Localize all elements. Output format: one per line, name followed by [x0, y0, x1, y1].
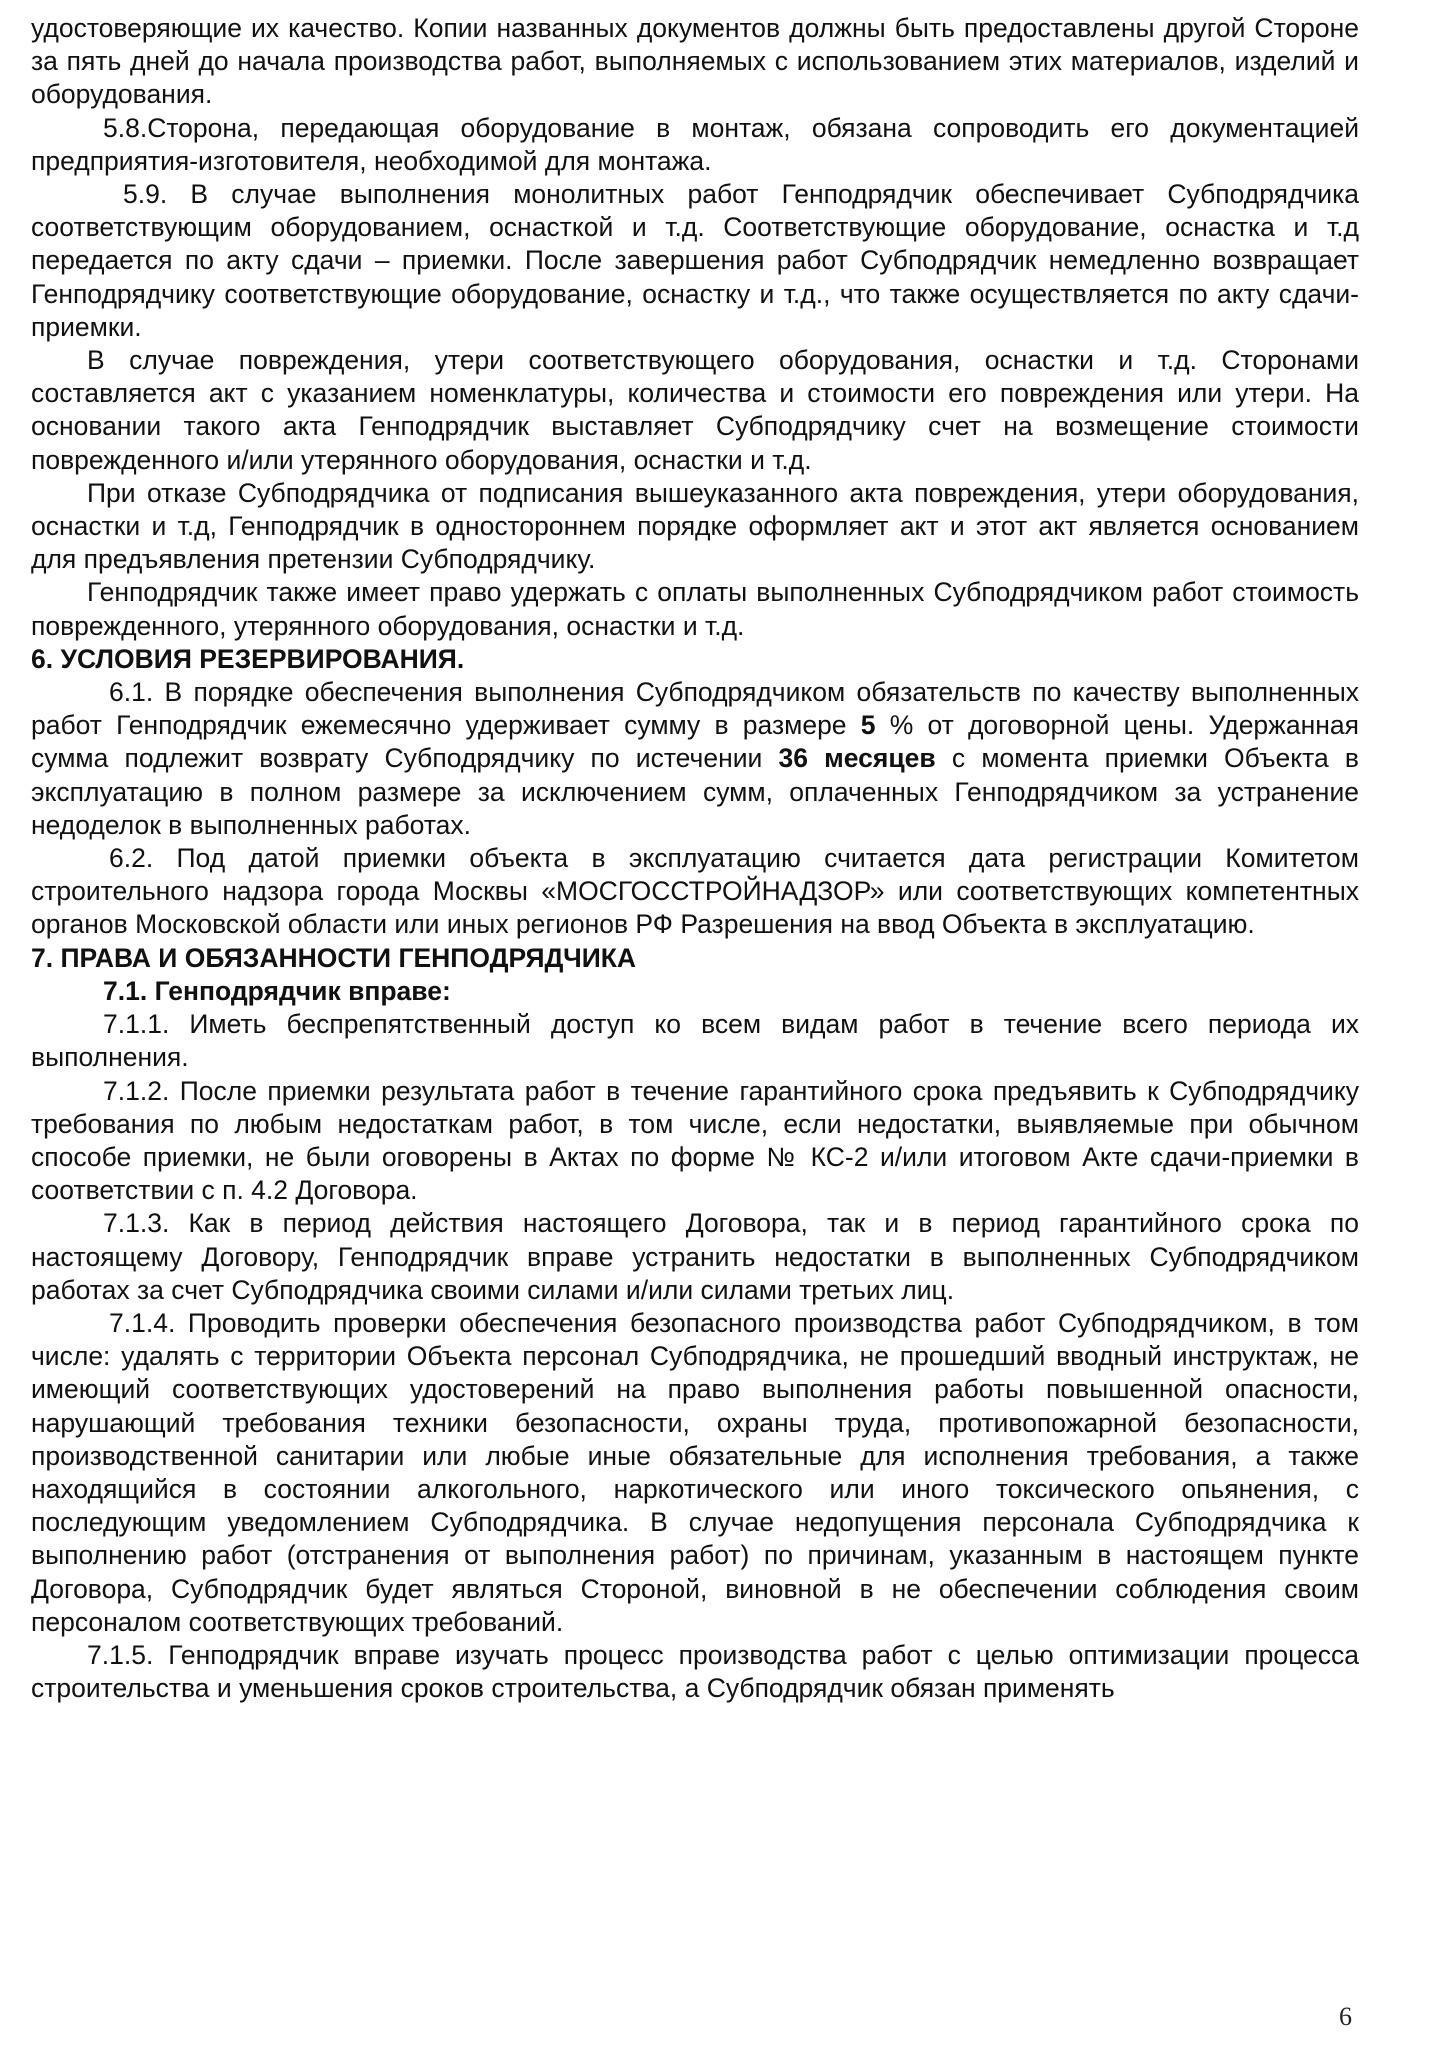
subsection-7-1-heading: 7.1. Генподрядчик вправе:: [103, 975, 451, 1006]
paragraph-6-1-part-b: % от договорной цены. Удержанная сумма подлежит возврату Субподрядчику по истечении: [31, 710, 1359, 774]
section-7-heading: 7. ПРАВА И ОБЯЗАННОСТИ ГЕНПОДРЯДЧИКА: [31, 942, 637, 973]
retention-period: 36 месяцев: [778, 743, 936, 774]
paragraph-6-1-part-c: с момента приемки Объекта в эксплуатацию в полном размере за исключением сумм, оплаченных Генподрядчиком за устранение недоделок в выполненных работах.: [31, 743, 1360, 840]
paragraph-6-1-part-a: 6.1. В порядке обеспечения выполнения Субподрядчиком обязательств по качеству выполненных работ Генподрядчик ежемесячно удерживает сумму в размере: [31, 677, 1359, 741]
paragraph-5-9: 5.9. В случае выполнения монолитных работ Генподрядчик обеспечивает Субподрядчика соответствующим оборудованием, оснасткой и т.д. Соответствующие оборудование, оснастка и т.д передается по акту сдачи – приемки. После завершения работ Субподрядчик немедленно возвращает Генподрядчику соответствующие оборудование, оснастку и т.д., что также осуществляется по акту сдачи-приемки.: [31, 179, 1359, 342]
paragraph-7-1-5: 7.1.5. Генподрядчик вправе изучать процесс производства работ с целью оптимизации процесса строительства и уменьшения сроков строительства, а Субподрядчик обязан применять: [31, 1639, 1359, 1704]
paragraph-6-1: [31, 676, 1359, 842]
document-page: [31, 12, 1359, 1705]
retention-percent: 5: [860, 710, 876, 741]
paragraph-5-8: 5.8.Сторона, передающая оборудование в монтаж, обязана сопроводить его документацией предприятия-изготовителя, необходимой для монтажа.: [31, 112, 1359, 176]
paragraph-7-1-4: 7.1.4. Проводить проверки обеспечения безопасного производства работ Субподрядчиком, в том числе: удалять с территории Объекта персонал Субподрядчика, не прошедший вводный инструктаж, не имеющий соответствующих удостоверений на право выполнения работы повышенной опасности, нарушающий требования техники безопасности, охраны труда, противопожарной безопасности, производственной санитарии или любые иные обязательные для исполнения требования, а также находящийся в состоянии алкогольного, наркотического или иного токсического опьянения, с последующим уведомлением Субподрядчика. В случае недопущения персонала Субподрядчика к выполнению работ (отстранения от выполнения работ) по причинам, указанным в настоящем пункте Договора, Субподрядчик будет являться Стороной, виновной в не обеспечении соблюдения своим персоналом соответствующих требований.: [31, 1307, 1359, 1637]
paragraph-6-2: 6.2. Под датой приемки объекта в эксплуатацию считается дата регистрации Комитетом строительного надзора города Москвы «МОСГОССТРОЙНАДЗОР» или соответствующих компетентных органов Московской области или иных регионов РФ Разрешения на ввод Объекта в эксплуатацию.: [31, 843, 1359, 940]
paragraph-7-1-2: 7.1.2. После приемки результата работ в течение гарантийного срока предъявить к Субподрядчику требования по любым недостаткам работ, в том числе, если недостатки, выявляемые при обычном способе приемки, не были оговорены в Актах по форме № КС-2 и/или итоговом Акте сдачи-приемки в соответствии с п. 4.2 Договора.: [31, 1075, 1359, 1206]
section-6-heading: 6. УСЛОВИЯ РЕЗЕРВИРОВАНИЯ.: [31, 643, 465, 674]
paragraph-7-1-3: 7.1.3. Как в период действия настоящего Договора, так и в период гарантийного срока по настоящему Договору, Генподрядчик вправе устранить недостатки в выполненных Субподрядчиком работах за счет Субподрядчика своими силами и/или силами третьих лиц.: [31, 1208, 1359, 1305]
paragraph-7-1-1: 7.1.1. Иметь беспрепятственный доступ ко всем видам работ в течение всего периода их выполнения.: [31, 1009, 1359, 1073]
paragraph-damage-act: В случае повреждения, утери соответствующего оборудования, оснастки и т.д. Сторонами составляется акт с указанием номенклатуры, количества и стоимости его повреждения или утери. На основании такого акта Генподрядчик выставляет Субподрядчику счет на возмещение стоимости поврежденного и/или утерянного оборудования, оснастки и т.д.: [31, 345, 1359, 475]
paragraph-refusal: При отказе Субподрядчика от подписания вышеуказанного акта повреждения, утери оборудования, оснастки и т.д, Генподрядчик в одностороннем порядке оформляет акт и этот акт является основанием для предъявления претензии Субподрядчику.: [31, 477, 1359, 575]
paragraph-5-7-continued: удостоверяющие их качество. Копии названных документов должны быть предоставлены другой Стороне за пять дней до начала производства работ, выполняемых с использованием этих материалов, изделий и оборудования.: [31, 13, 1359, 110]
paragraph-withholding: Генподрядчик также имеет право удержать с оплаты выполненных Субподрядчиком работ стоимость поврежденного, утерянного оборудования, оснастки и т.д.: [31, 577, 1359, 641]
page-number: 6: [1339, 2002, 1352, 2031]
